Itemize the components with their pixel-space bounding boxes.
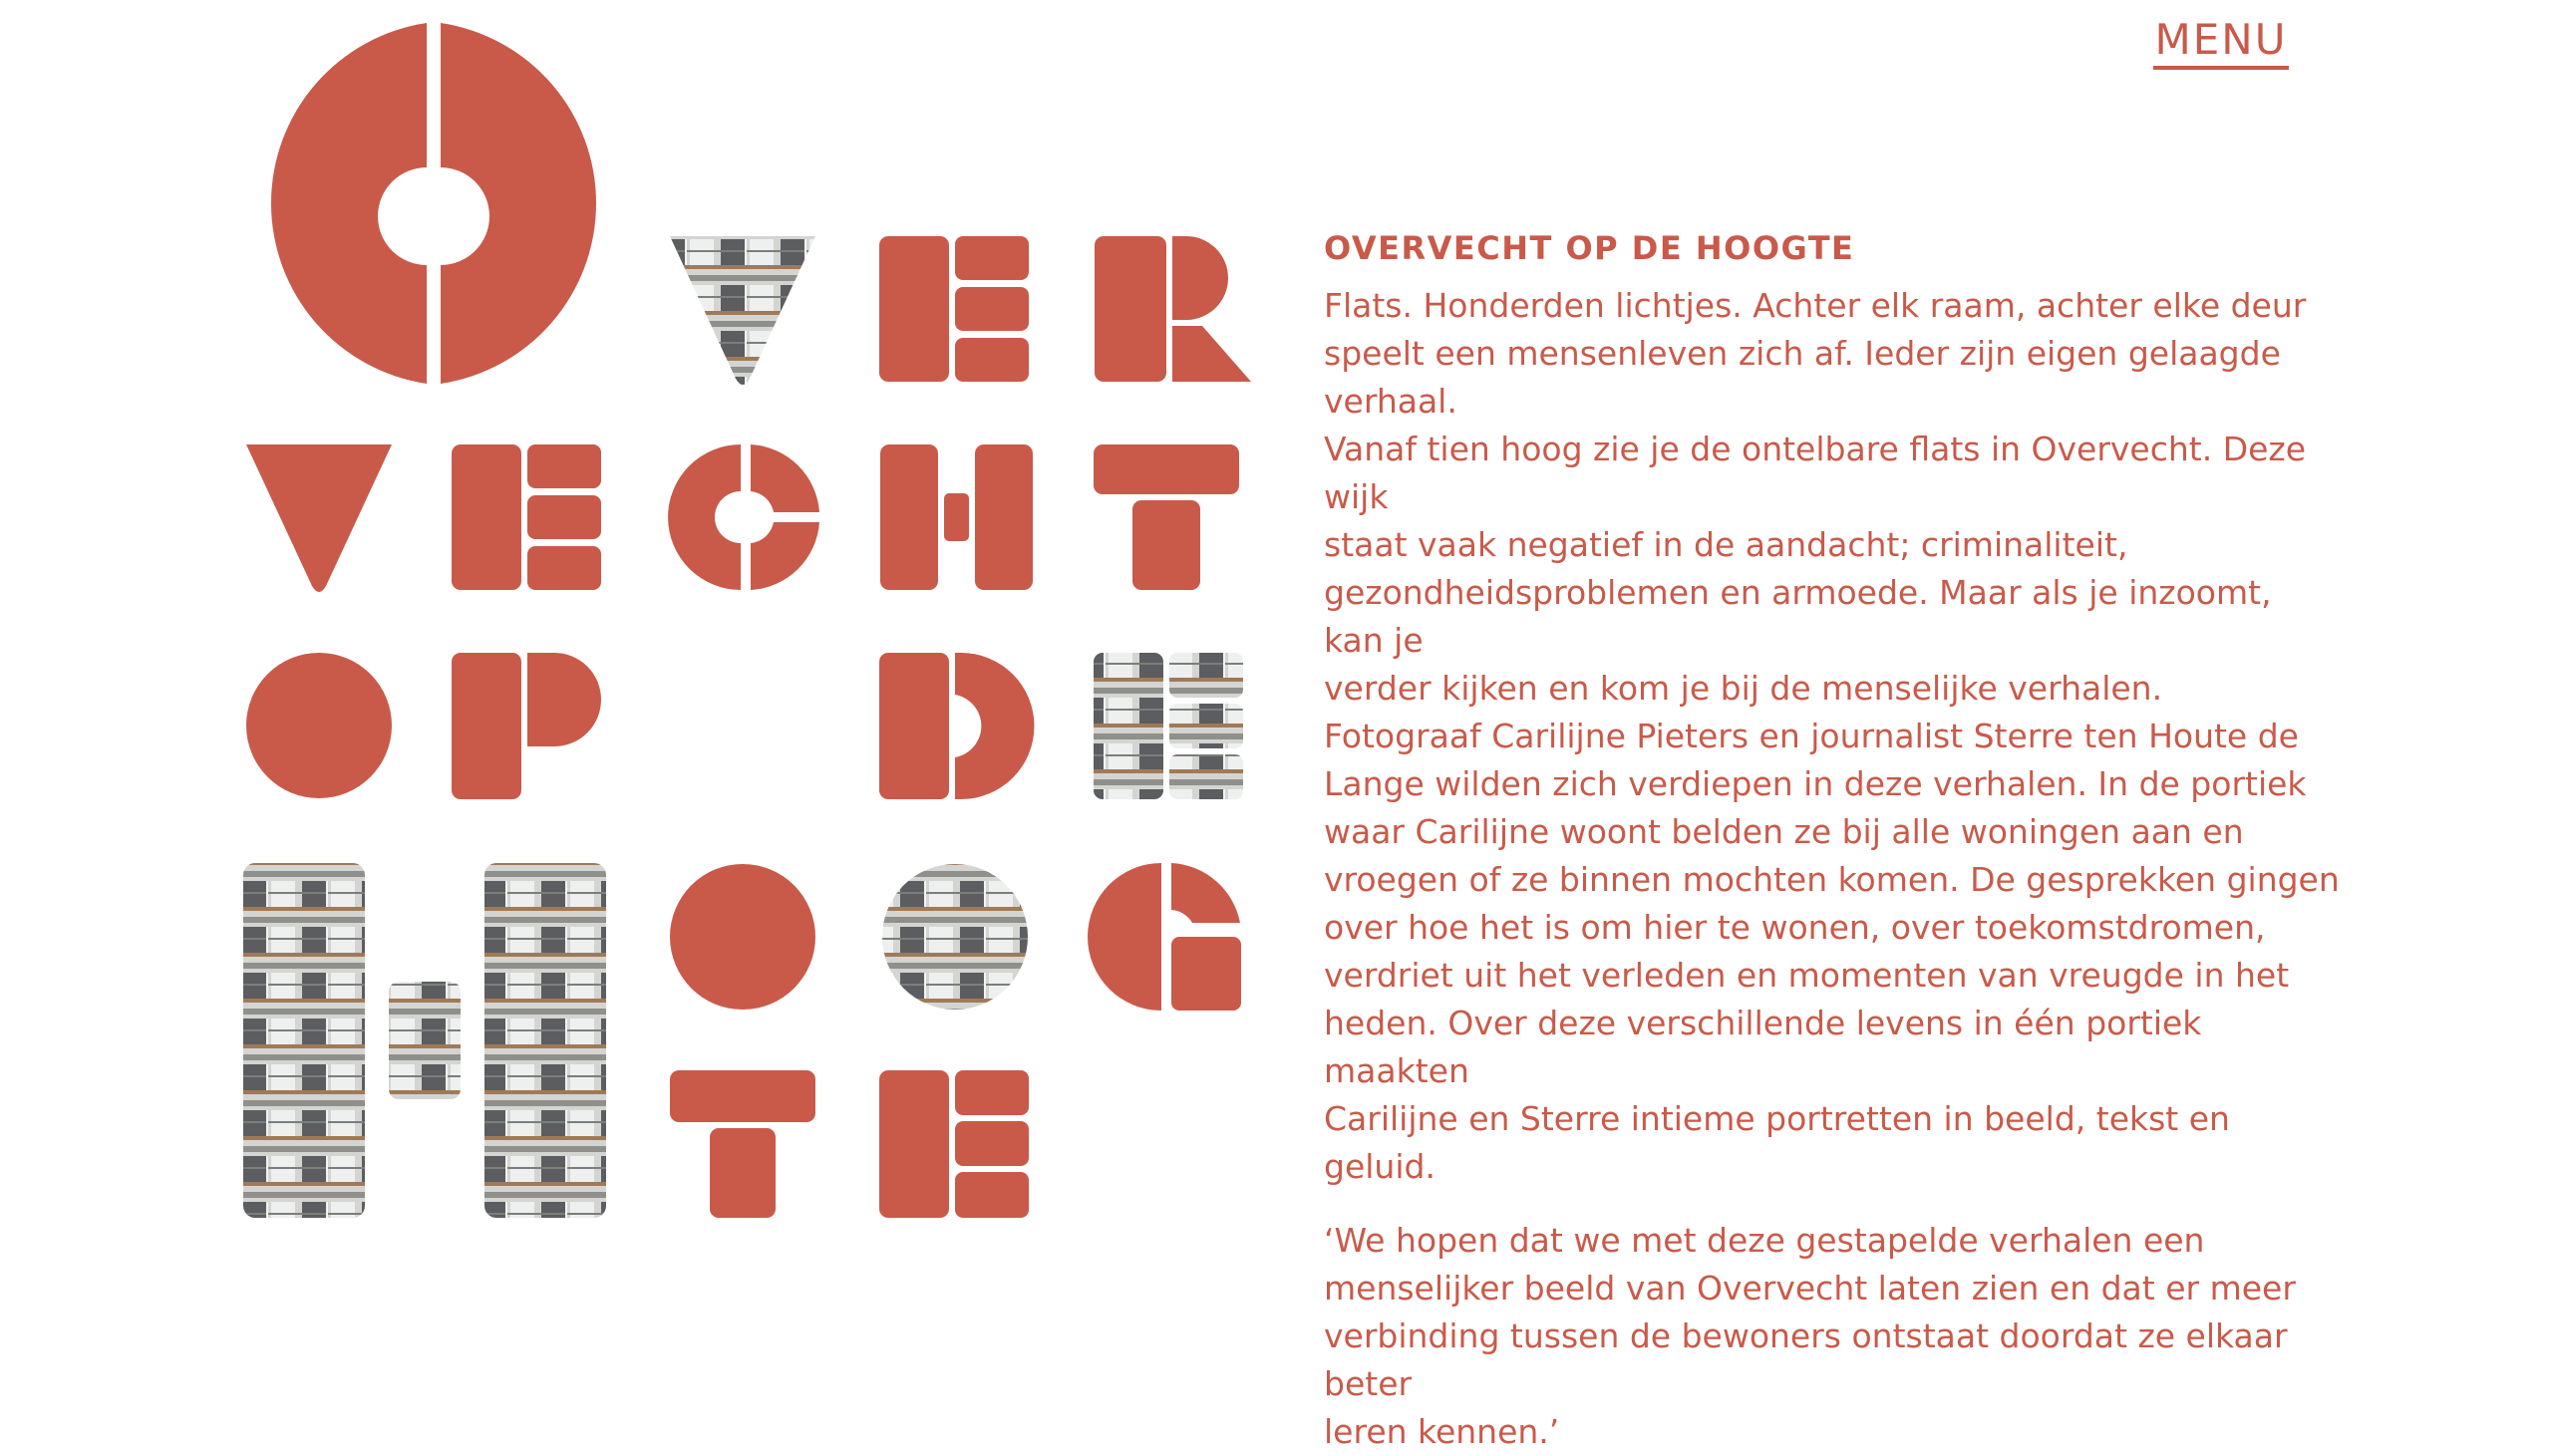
body-line: waar Carilijne woont belden ze bij alle woningen aan en: [1324, 812, 2244, 851]
menu-link[interactable]: MENU: [2153, 16, 2289, 70]
body-line: vroegen of ze binnen mochten komen. De gesprekken gingen: [1324, 860, 2340, 899]
letter-d: [879, 653, 1035, 799]
letter-e-photo: [1094, 653, 1243, 799]
quote-line: ‘We hopen dat we met deze gestapelde verhalen een: [1324, 1221, 2205, 1260]
body-line: over hoe het is om hier te wonen, over toekomstdromen,: [1324, 908, 2266, 947]
letter-c: [668, 444, 819, 590]
letter-o-photo: [882, 864, 1028, 1010]
letter-e-3: [879, 1070, 1029, 1218]
body-line: gezondheidsproblemen en armoede. Maar als je inzoomt, kan je: [1324, 573, 2272, 660]
body-line: verdriet uit het verleden en momenten van vreugde in het: [1324, 956, 2290, 995]
quote-line: menselijker beeld van Overvecht laten zien en dat er meer: [1324, 1269, 2296, 1308]
letter-r: [1095, 236, 1251, 382]
body-line: Fotograaf Carilijne Pieters en journalist Sterre ten Houte de: [1324, 717, 2299, 755]
letter-g: [1088, 863, 1241, 1011]
letter-o-3: [670, 864, 815, 1010]
letter-t-2: [670, 1070, 815, 1218]
body-line: staat vaak negatief in de aandacht; criminaliteit,: [1324, 525, 2128, 564]
letter-o-large: [271, 23, 596, 384]
letter-o-small: [246, 653, 392, 798]
body-line: Carilijne en Sterre intieme portretten in beeld, tekst en geluid.: [1324, 1099, 2230, 1186]
body-line: verder kijken en kom je bij de menselijke verhalen.: [1324, 669, 2163, 708]
letter-h-photo: [243, 863, 606, 1218]
article-body: [1324, 282, 2341, 1191]
letter-e-2: [452, 444, 601, 590]
body-line: verhaal.: [1324, 382, 1457, 421]
letter-p: [452, 653, 601, 799]
body-line: heden. Over deze verschillende levens in één portiek maakten: [1324, 1004, 2202, 1090]
article-title: OVERVECHT OP DE HOOGTE: [1324, 229, 1855, 267]
body-line: speelt een mensenleven zich af. Ieder zijn eigen gelaagde: [1324, 334, 2281, 373]
letter-v-photo: [670, 236, 815, 385]
quote-line: verbinding tussen de bewoners ontstaat doordat ze elkaar beter: [1324, 1316, 2288, 1403]
overvecht-op-de-hoogte-logo: [239, 20, 1256, 1226]
body-line: Flats. Honderden lichtjes. Achter elk raam, achter elke deur: [1324, 286, 2307, 325]
letter-t-1: [1094, 444, 1239, 590]
article-quote: [1324, 1217, 2341, 1456]
article: [1324, 224, 2341, 1456]
letter-h: [880, 444, 1033, 590]
body-line: Lange wilden zich verdiepen in deze verhalen. In de portiek: [1324, 764, 2307, 803]
letter-e-1: [879, 236, 1029, 382]
letter-v: [246, 444, 392, 592]
body-line: Vanaf tien hoog zie je de ontelbare flats in Overvecht. Deze wijk: [1324, 430, 2307, 516]
quote-line: leren kennen.’: [1324, 1412, 1560, 1451]
